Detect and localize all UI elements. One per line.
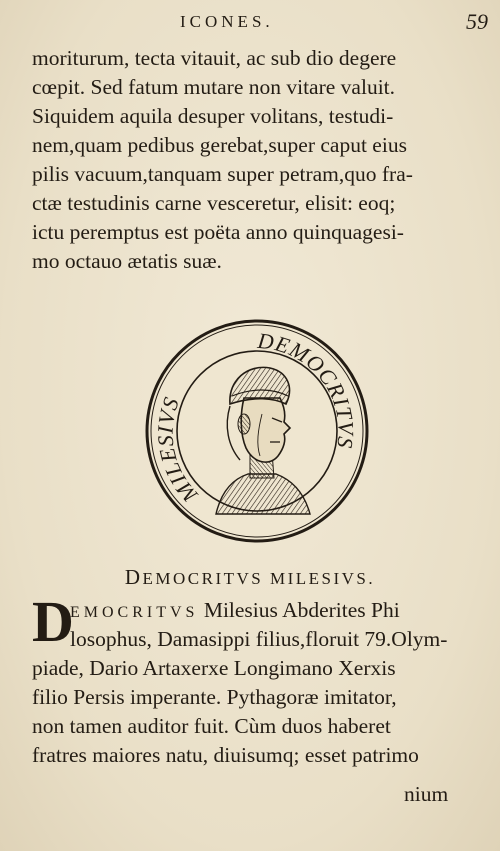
continued-text xyxy=(32,44,460,276)
text-line: losophus, Damasippi filius,floruit 79.Olym- xyxy=(70,627,448,651)
medallion-inscription-left: MILESIVS xyxy=(152,393,203,508)
text-line: Siquidem aquila desuper volitans, testudi- xyxy=(32,104,394,128)
text-line: mo octauo ætatis suæ. xyxy=(32,249,222,273)
first-line xyxy=(32,596,462,625)
first-line-rest: Milesius Abderites Phi xyxy=(198,598,400,622)
running-title: ICONES. xyxy=(180,12,274,31)
text-line: filio Persis imperante. Pythagoræ imitator, xyxy=(32,685,397,709)
running-head xyxy=(0,10,500,34)
section-heading xyxy=(0,565,500,590)
text-line: moriturum, tecta vitauit, ac sub dio degere xyxy=(32,46,397,70)
heading-rest: EMOCRITVS MILESIVS. xyxy=(142,569,376,588)
medallion-illustration xyxy=(144,318,370,544)
catchword: nium xyxy=(404,782,449,806)
first-words-caps: EMOCRITVS xyxy=(70,604,199,621)
text-line: piade, Dario Artaxerxe Longimano Xerxis xyxy=(32,656,396,680)
text-line: cœpit. Sed fatum mutare non vitare valuit. xyxy=(32,75,396,99)
medallion-inscription-right: DEMOCRITVS xyxy=(256,327,359,451)
portrait-medallion xyxy=(144,318,370,544)
text-line: nem,quam pedibus gerebat,super caput eius xyxy=(32,133,407,157)
text-line: non tamen auditor fuit. Cùm duos haberet xyxy=(32,714,391,738)
page-number: 59 xyxy=(466,9,488,34)
text-line: ictu peremptus est poëta anno quinquagesi- xyxy=(32,220,404,244)
text-line: ctæ testudinis carne vesceretur, elisit: eoq; xyxy=(32,191,396,215)
text-line: fratres maiores natu, diuisumq; esset patrimo xyxy=(32,743,419,767)
biography-paragraph xyxy=(32,589,462,770)
text-line: pilis vacuum,tanquam super petram,quo fra- xyxy=(32,162,413,186)
drop-cap: D xyxy=(32,589,74,654)
heading-initial: D xyxy=(124,565,143,589)
